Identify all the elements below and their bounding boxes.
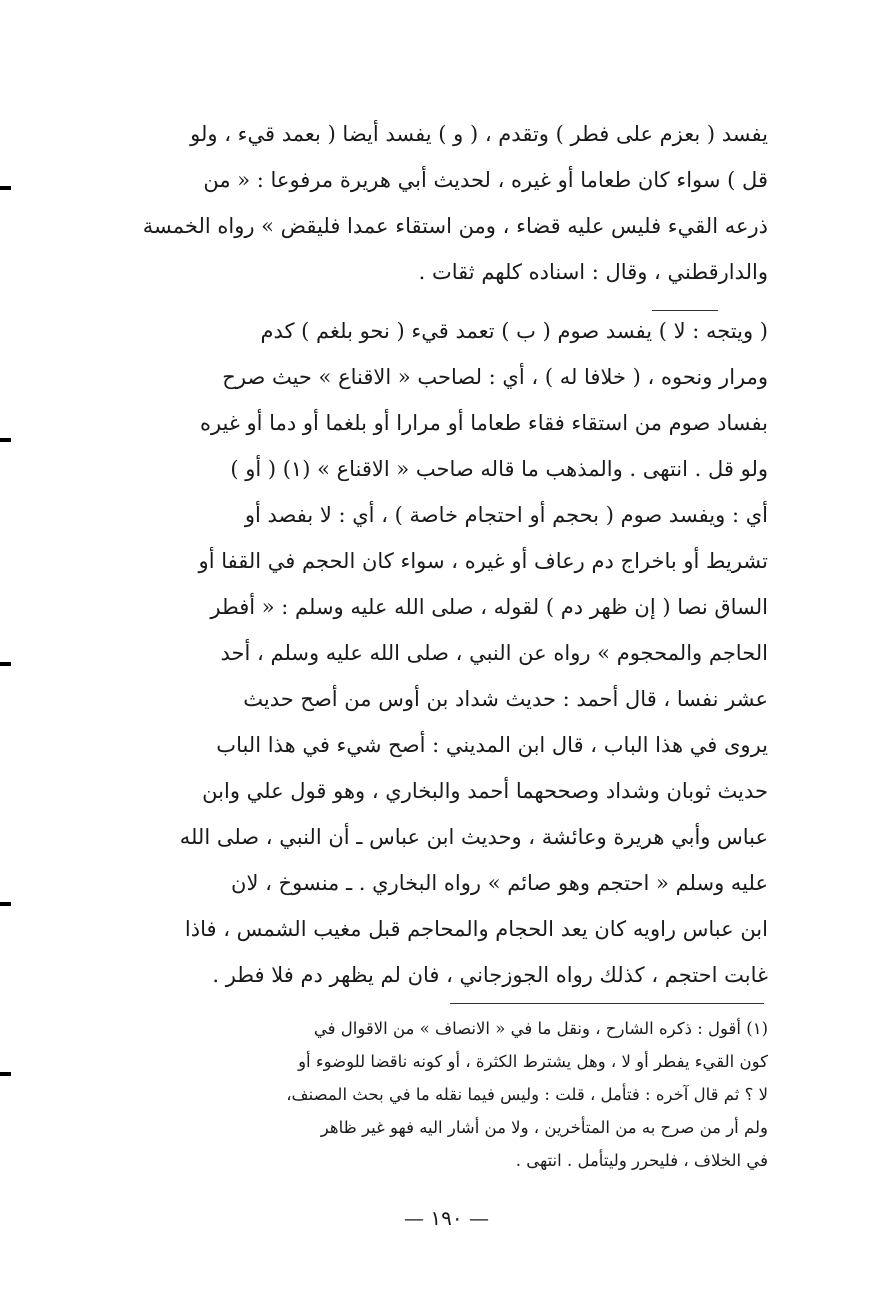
text-line: والدارقطني ، وقال : اسناده كلهم ثقات . bbox=[418, 260, 768, 284]
text-line: ولو قل . انتهى . والمذهب ما قاله صاحب « الاقناع » (١) ( أو ) bbox=[230, 457, 768, 481]
text-line: الساق نصا ( إن ظهر دم ) لقوله ، صلى الله عليه وسلم : « أفطر bbox=[210, 595, 768, 619]
text-line: تشريط أو باخراج دم رعاف أو غيره ، سواء كان الحجم في القفا أو bbox=[198, 549, 768, 573]
margin-tick bbox=[0, 438, 11, 442]
text-line: عباس وأبي هريرة وعائشة ، وحديث ابن عباس ـ أن النبي ، صلى الله bbox=[179, 825, 768, 849]
paragraph-1 bbox=[108, 111, 768, 295]
footnote-line: لا ؟ ثم قال آخره : فتأمل ، قلت : وليس فيما نقله ما في بحث المصنف، bbox=[286, 1085, 768, 1104]
text-line: عشر نفسا ، قال أحمد : حديث شداد بن أوس من أصح حديث bbox=[243, 687, 768, 711]
paragraph-2 bbox=[108, 308, 768, 998]
text-line: بفساد صوم من استقاء فقاء طعاما أو مرارا أو بلغما أو دما أو غيره bbox=[199, 411, 768, 435]
margin-tick bbox=[0, 902, 11, 906]
margin-tick bbox=[0, 1072, 11, 1076]
text-line: يفسد ( بعزم على فطر ) وتقدم ، ( و ) يفسد أيضا ( بعمد قيء ، ولو bbox=[190, 122, 768, 146]
text-line: الحاجم والمحجوم » رواه عن النبي ، صلى الله عليه وسلم ، أحد bbox=[220, 641, 768, 665]
footnote-line: في الخلاف ، فليحرر وليتأمل . انتهى . bbox=[515, 1151, 768, 1170]
footnote-divider bbox=[450, 1003, 764, 1004]
page-number: — ١٩٠ — bbox=[404, 1206, 489, 1230]
text-line: قل ) سواء كان طعاما أو غيره ، لحديث أبي هريرة مرفوعا : « من bbox=[203, 168, 768, 192]
text-line: أي : ويفسد صوم ( بحجم أو احتجام خاصة ) ، أي : لا بفصد أو bbox=[244, 503, 768, 527]
text-line: ذرعه القيء فليس عليه قضاء ، ومن استقاء عمدا فليقض » رواه الخمسة bbox=[142, 214, 768, 238]
footnote bbox=[108, 1012, 768, 1177]
text-line: غابت احتجم ، كذلك رواه الجوزجاني ، فان لم يظهر دم فلا فطر . bbox=[212, 963, 768, 987]
text-line: ( ويتجه : لا ) يفسد صوم ( ب ) تعمد قيء ( نحو بلغم ) كدم bbox=[260, 319, 768, 343]
text-line: ابن عباس راويه كان يعد الحجام والمحاجم قبل مغيب الشمس ، فاذا bbox=[184, 917, 768, 941]
text-line: حديث ثوبان وشداد وصححهما أحمد والبخاري ، وهو قول علي وابن bbox=[202, 779, 768, 803]
footnote-line: (١) أقول : ذكره الشارح ، ونقل ما في « الانصاف » من الاقوال في bbox=[313, 1019, 768, 1038]
text-line: عليه وسلم « احتجم وهو صائم » رواه البخاري . ـ منسوخ ، لان bbox=[231, 871, 768, 895]
margin-tick bbox=[0, 186, 11, 190]
footnote-line: ولم أر من صرح به من المتأخرين ، ولا من أشار اليه فهو غير ظاهر bbox=[320, 1118, 768, 1137]
text-line: يروى في هذا الباب ، قال ابن المديني : أصح شيء في هذا الباب bbox=[216, 733, 768, 757]
text-line: ومرار ونحوه ، ( خلافا له ) ، أي : لصاحب « الاقناع » حيث صرح bbox=[222, 365, 768, 389]
margin-tick bbox=[0, 662, 11, 666]
footnote-line: كون القيء يفطر أو لا ، وهل يشترط الكثرة ، أو كونه ناقضا للوضوء أو bbox=[298, 1052, 768, 1071]
